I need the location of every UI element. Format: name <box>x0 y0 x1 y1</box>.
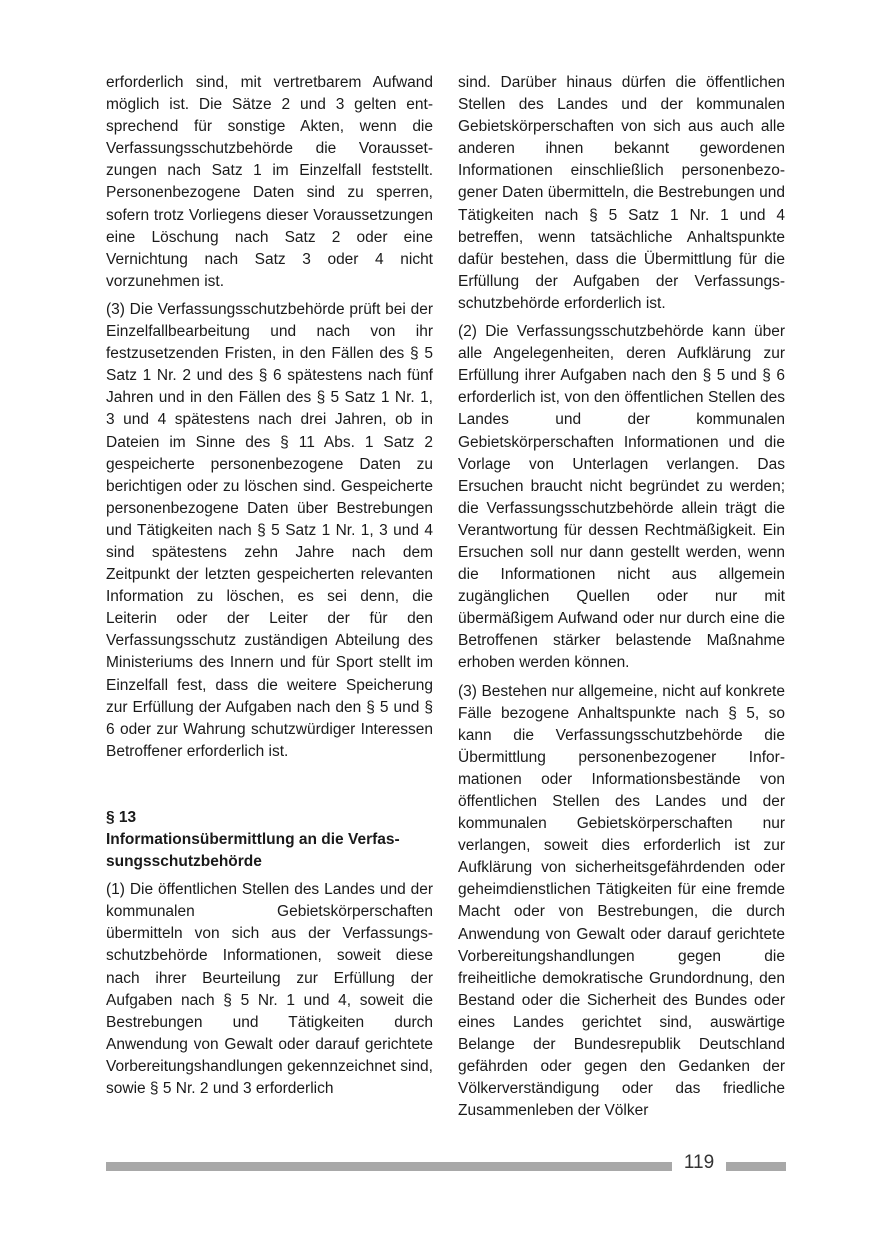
footer-rule-left <box>106 1162 672 1171</box>
paragraph-continuation: erforderlich sind, mit vertretbarem Aufwand möglich ist. Die Sätze 2 und 3 gelten entsprechend für sonstige Akten, wenn die Verfassungsschutzbehörde die Voraussetzungen nach Satz 1 im Einzelfall feststellt. Personenbezogene Daten sind zu sperren, sofern trotz Vorliegens dieser Voraussetzungen eine Löschung nach Satz 2 oder eine Vernichtung nach Satz 3 oder 4 nicht vorzunehmen ist. <box>106 74 433 290</box>
footer-rule-right <box>726 1162 786 1171</box>
section-title: Informationsübermittlung an die Verfassungsschutzbehörde <box>106 831 400 871</box>
page-footer <box>106 1150 786 1180</box>
paragraph-12-3: (3) Die Verfassungsschutzbehörde prüft bei der Einzelfallbearbeitung und nach von ihr festzusetzenden Fristen, in den Fällen des § 5 Satz 1 Nr. 2 und des § 6 spätestens nach fünf Jahren und in den Fällen des § 5 Satz 1 Nr. 1, 3 und 4 spätestens nach drei Jahren, ob in Dateien im Sinne des § 11 Abs. 1 Satz 2 gespeicherte personenbezogene Daten zu berichtigen oder zu löschen sind. Gespeicherte personenbezogene Daten über Bestrebungen und Tätigkeiten nach § 5 Satz 1 Nr. 1, 3 und 4 sind spätestens zehn Jahre nach dem Zeitpunkt der letzten gespeicherten relevanten Information zu löschen, es sei denn, die Leiterin oder der Leiter der für den Verfassungsschutz zuständigen Abteilung des Ministeriums des Innern und für Sport stellt im Einzelfall fest, dass die weitere Speicherung zur Erfüllung der Aufgaben nach den § 5 und § 6 oder zur Wahrung schutzwürdiger Interessen Betroffener erforderlich ist. <box>106 300 433 760</box>
right-column <box>458 72 785 1128</box>
paragraph-13-2: (2) Die Verfassungsschutzbehörde kann über alle Angelegenheiten, deren Aufklärung zur Erfüllung ihrer Aufgaben nach den § 5 und § 6 erforderlich ist, von den öffentlichen Stellen des Landes und der kommunalen Gebietskörperschaften Informationen und die Vorlage von Unterlagen verlangen. Das Ersuchen braucht nicht begründet zu werden; die Verfassungsschutzbehörde allein trägt die Verantwortung für dessen Rechtmäßigkeit. Ein Ersuchen soll nur dann gestellt werden, wenn die Informationen nicht aus allgemein zugänglichen Quellen oder nur mit übermäßigem Aufwand oder nur durch eine die Betroffenen stärker belastende Maßnahme erhoben werden können. <box>458 323 785 672</box>
left-column <box>106 72 433 1106</box>
section-number: § 13 <box>106 808 137 826</box>
paragraph-13-1: (1) Die öffentlichen Stellen des Landes und der kommunalen Gebietskörperschaften übermitteln von sich aus der Verfassungsschutzbehörde Informationen, soweit diese nach ihrer Beurteilung zur Erfüllung der Aufgaben nach § 5 Nr. 1 und 4, soweit die Bestrebungen und Tätigkeiten durch Anwendung von Gewalt oder darauf gerichtete Vorbereitungshandlungen gekennzeichnet sind, sowie § 5 Nr. 2 und 3 erforderlich <box>106 881 433 1098</box>
section-spacer <box>106 769 433 807</box>
paragraph-13-3: (3) Bestehen nur allgemeine, nicht auf konkrete Fälle bezogene Anhaltspunkte nach § 5, so kann die Verfassungsschutzbehörde die Übermittlung personenbezogener Informationen oder Informationsbestände von öffentlichen Stellen des Landes und der kommunalen Gebietskörperschaften nur verlangen, soweit dies erforderlich ist zur Aufklärung von sicherheitsgefährdenden oder geheimdienstlichen Tätigkeiten für eine fremde Macht oder von Bestrebungen, die durch Anwendung von Gewalt oder darauf gerichtete Vorbereitungshandlungen gegen die freiheitliche demokratische Grundordnung, den Bestand oder die Sicherheit des Bundes oder eines Landes gerichtet sind, auswärtige Belange der Bundesrepublik Deutschland gefährden oder gegen den Gedanken der Völkerverständigung oder das friedliche Zusammenleben der Völker <box>458 682 785 1120</box>
paragraph-13-1-continuation: sind. Darüber hinaus dürfen die öffentlichen Stellen des Landes und der kommunalen Gebietskörperschaften von sich aus auch alle anderen ihnen bekannt gewordenen Informationen einschließlich personenbezogener Daten übermitteln, die Bestrebungen und Tätigkeiten nach § 5 Satz 1 Nr. 1 und 4 betreffen, wenn tatsächliche Anhaltspunkte dafür bestehen, dass die Übermittlung für die Erfüllung der Aufgaben der Verfassungsschutzbehörde erforderlich ist. <box>458 74 785 312</box>
page-number: 119 <box>683 1152 715 1173</box>
